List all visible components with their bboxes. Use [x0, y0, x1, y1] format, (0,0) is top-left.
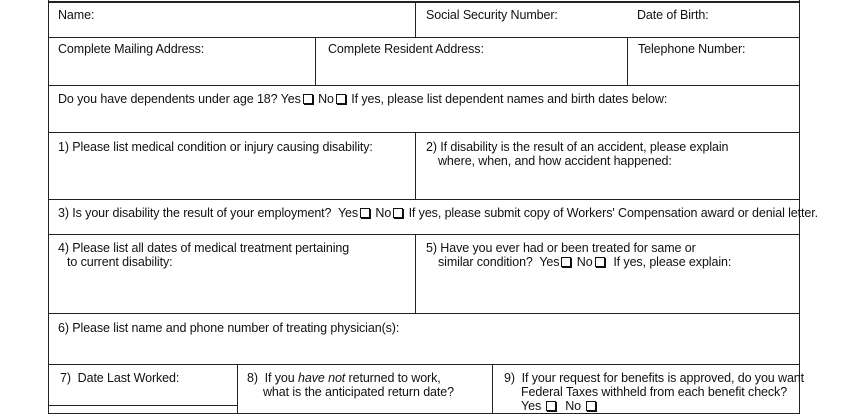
q9-yes-checkbox[interactable] [546, 401, 556, 411]
resident-address-label: Complete Resident Address: [328, 42, 484, 56]
dob-field[interactable] [626, 2, 800, 38]
tax-withholding-field[interactable] [492, 364, 805, 414]
dependents-question: Do you have dependents under age 18? Yes No If yes, please list dependent names and birth dates below: [58, 92, 668, 106]
ssn-field[interactable] [415, 2, 627, 38]
dependents-no-label: No [318, 92, 334, 106]
dependents-section[interactable] [48, 85, 800, 133]
employment-disability-section[interactable] [48, 199, 819, 235]
q9-label-line3 [521, 398, 598, 414]
dependents-yes-checkbox[interactable] [303, 94, 313, 104]
telephone-field[interactable] [627, 37, 800, 86]
q9-label-line2: Federal Taxes withheld from each benefit check? [521, 385, 788, 399]
telephone-label: Telephone Number: [638, 42, 746, 56]
date-last-worked-subline [48, 405, 238, 413]
q5-no-label: No [576, 255, 593, 269]
q4-label-line1: 4) Please list all dates of medical treatment pertaining [58, 241, 350, 255]
resident-address-field[interactable] [315, 37, 628, 86]
name-field[interactable] [48, 2, 416, 38]
dependents-no-checkbox[interactable] [336, 94, 346, 104]
q1-label: 1) Please list medical condition or injury causing disability: [58, 140, 373, 154]
q6-label: 6) Please list name and phone number of treating physician(s): [58, 321, 400, 335]
q3-question: 3) Is your disability the result of your employment? Yes No If yes, please submit copy of Workers' Compensation award or denial letter. [58, 206, 819, 220]
q9-label-line1: 9) If your request for benefits is approved, do you want [504, 371, 805, 385]
medical-condition-field[interactable] [48, 132, 416, 200]
q9-yes-label: Yes [521, 399, 542, 413]
return-date-field[interactable] [237, 364, 493, 414]
name-label: Name: [58, 8, 95, 22]
q5-no-checkbox[interactable] [595, 257, 605, 267]
q5-label-line1: 5) Have you ever had or been treated for same or [426, 241, 696, 255]
accident-explanation-field[interactable] [415, 132, 800, 200]
q3-yes-checkbox[interactable] [360, 208, 370, 218]
q3-no-label: No [375, 206, 392, 220]
q3-no-checkbox[interactable] [393, 208, 403, 218]
dob-label: Date of Birth: [637, 8, 709, 22]
q2-label-line1: 2) If disability is the result of an accident, please explain [426, 140, 729, 154]
q8-label-line1: 8) If you have not returned to work, [247, 371, 441, 385]
q2-label-line2: where, when, and how accident happened: [438, 154, 672, 168]
q7-label: 7) Date Last Worked: [60, 371, 180, 385]
q3-yes-label: Yes [337, 206, 359, 220]
q5-label-line2: similar condition? Yes No If yes, please explain: [438, 255, 732, 269]
mailing-address-label: Complete Mailing Address: [58, 42, 205, 56]
treatment-dates-field[interactable] [48, 234, 416, 314]
physician-field[interactable] [48, 313, 800, 365]
q9-no-label: No [565, 399, 581, 413]
q9-no-checkbox[interactable] [586, 401, 596, 411]
q8-label-line2: what is the anticipated return date? [263, 385, 454, 399]
dependents-yes-label: Yes [280, 92, 301, 106]
ssn-label: Social Security Number: [426, 8, 558, 22]
q5-yes-label: Yes [539, 255, 560, 269]
mailing-address-field[interactable] [48, 37, 316, 86]
prior-condition-field[interactable] [415, 234, 800, 314]
q4-label-line2: to current disability: [67, 255, 173, 269]
q5-yes-checkbox[interactable] [561, 257, 571, 267]
